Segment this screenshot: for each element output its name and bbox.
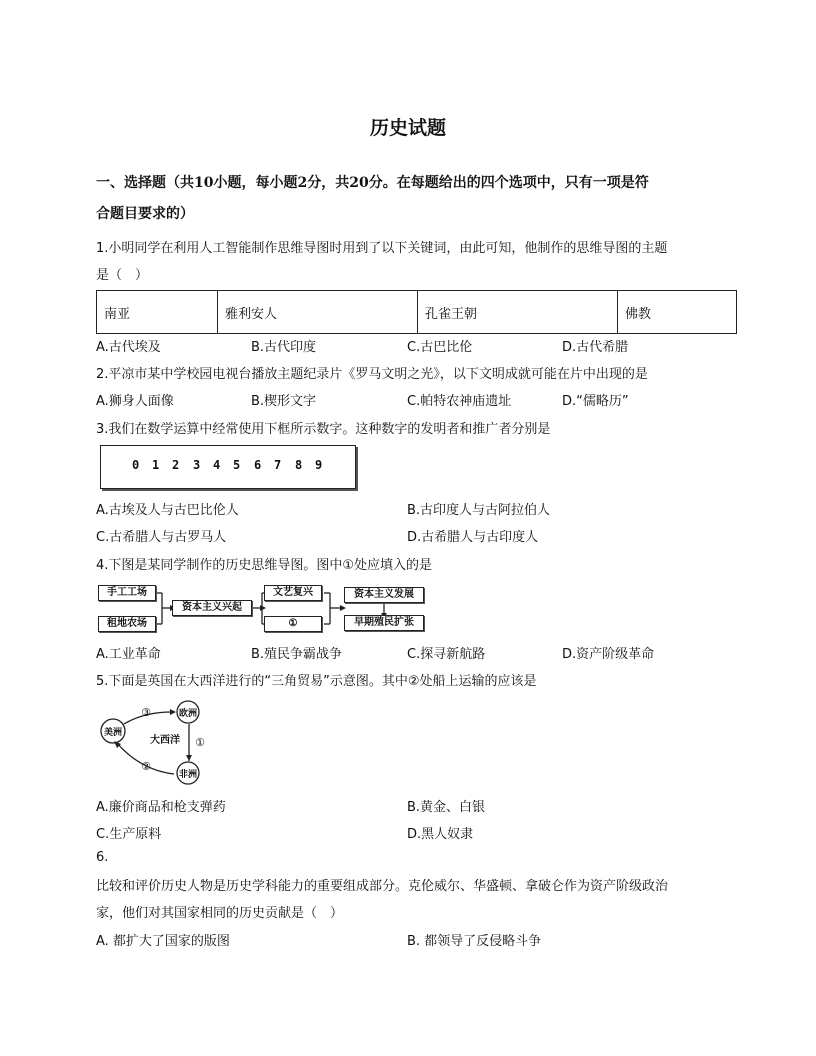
page-title: 历史试题 xyxy=(369,117,446,139)
q5-option-d: D.黑人奴隶 xyxy=(407,827,474,842)
route-mark-3: ③ xyxy=(141,706,151,719)
digit: 2 xyxy=(172,458,180,472)
box-renaissance: 文艺复兴 xyxy=(264,585,322,601)
section-heading-line2: 合题目要求的） xyxy=(96,206,194,222)
box-early-colonial-expansion: 早期殖民扩张 xyxy=(344,615,424,631)
q4-option-c: C.探寻新航路 xyxy=(407,647,486,662)
q1-option-a: A.古代埃及 xyxy=(96,340,161,355)
table-row xyxy=(97,291,737,334)
q3-option-c: C.古希腊人与古罗马人 xyxy=(96,530,227,545)
q4-option-b: B.殖民争霸战争 xyxy=(251,647,343,662)
q2-option-d: D.“儒略历” xyxy=(562,394,629,409)
q6-option-a: A. 都扩大了国家的版图 xyxy=(96,934,230,949)
q3-option-d: D.古希腊人与古印度人 xyxy=(407,530,539,545)
q5-option-a: A.廉价商品和枪支弹药 xyxy=(96,800,226,815)
keyword-cell: 孔雀王朝 xyxy=(418,291,618,334)
q1-option-d: D.古代希腊 xyxy=(562,340,629,355)
box-blank-1: ① xyxy=(264,616,322,632)
digit: 5 xyxy=(233,458,241,472)
q2-option-c: C.帕特农神庙遗址 xyxy=(407,394,512,409)
q3-stem: 3.我们在数学运算中经常使用下框所示数字。这种数字的发明者和推广者分别是 xyxy=(96,422,551,437)
q4-stem: 4.下图是某同学制作的历史思维导图。图中①处应填入的是 xyxy=(96,558,433,573)
q3-option-a: A.古埃及人与古巴比伦人 xyxy=(96,503,239,518)
q4-option-a: A.工业革命 xyxy=(96,647,161,662)
q1-stem-line2: 是（ ） xyxy=(96,268,149,283)
section-heading-line1: 一、选择题（共10小题，每小题2分，共20分。在每题给出的四个选项中，只有一项是符 xyxy=(96,175,649,191)
digit: 9 xyxy=(315,458,323,472)
q2-option-b: B.楔形文字 xyxy=(251,394,317,409)
box-leased-farm: 租地农场 xyxy=(98,616,156,632)
q6-stem-line1: 比较和评价历史人物是历史学科能力的重要组成部分。克伦威尔、华盛顿、拿破仑作为资产阶级政治 xyxy=(96,879,669,894)
q1-keyword-table xyxy=(96,290,737,334)
route-mark-1: ① xyxy=(195,736,205,749)
keyword-cell: 南亚 xyxy=(97,291,218,334)
africa-label: 非洲 xyxy=(178,770,198,780)
q5-triangle-trade-diagram xyxy=(96,698,216,788)
box-capitalism-rise: 资本主义兴起 xyxy=(172,600,252,616)
q5-stem: 5.下面是英国在大西洋进行的“三角贸易”示意图。其中②处船上运输的应该是 xyxy=(96,674,537,689)
keyword-cell: 雅利安人 xyxy=(218,291,418,334)
digit: 0 xyxy=(132,458,140,472)
keyword-cell: 佛教 xyxy=(618,291,737,334)
q6-number: 6. xyxy=(96,850,109,865)
q5-option-c: C.生产原料 xyxy=(96,827,162,842)
digit: 7 xyxy=(274,458,282,472)
q4-option-d: D.资产阶级革命 xyxy=(562,647,655,662)
digit: 6 xyxy=(254,458,262,472)
atlantic-label: 大西洋 xyxy=(150,735,180,746)
europe-label: 欧洲 xyxy=(178,709,198,719)
q1-stem-line1: 1.小明同学在利用人工智能制作思维导图时用到了以下关键词，由此可知，他制作的思维导图的主题 xyxy=(96,241,668,256)
q1-option-b: B.古代印度 xyxy=(251,340,317,355)
box-handicraft-workshop: 手工工场 xyxy=(98,585,156,601)
digit: 1 xyxy=(152,458,160,472)
q6-option-b: B. 都领导了反侵略斗争 xyxy=(407,934,542,949)
box-capitalism-development: 资本主义发展 xyxy=(344,587,424,603)
q6-stem-line2: 家，他们对其国家相同的历史贡献是（ ） xyxy=(96,906,344,921)
digit: 4 xyxy=(213,458,221,472)
q2-stem: 2.平凉市某中学校园电视台播放主题纪录片《罗马文明之光》，以下文明成就可能在片中出现的是 xyxy=(96,367,648,382)
q2-option-a: A.狮身人面像 xyxy=(96,394,174,409)
q1-option-c: C.古巴比伦 xyxy=(407,340,473,355)
digit: 8 xyxy=(295,458,303,472)
q5-option-b: B.黄金、白银 xyxy=(407,800,486,815)
digit: 3 xyxy=(193,458,201,472)
route-mark-2: ② xyxy=(141,760,151,773)
q3-digits-box xyxy=(100,445,356,489)
americas-label: 美洲 xyxy=(103,728,123,738)
q3-option-b: B.古印度人与古阿拉伯人 xyxy=(407,503,551,518)
